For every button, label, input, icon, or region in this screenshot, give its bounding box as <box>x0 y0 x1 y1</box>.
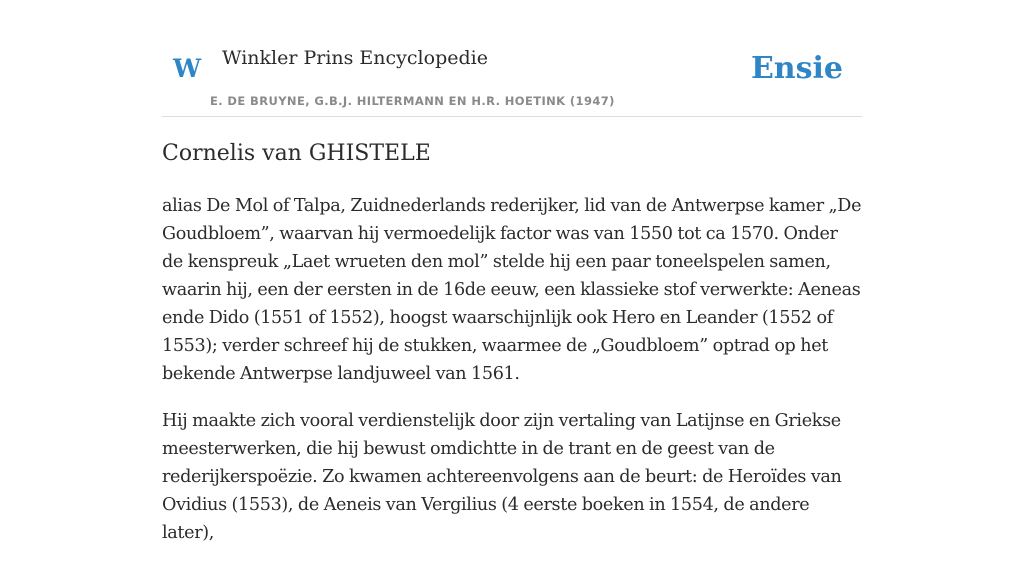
entry-paragraph: Hij maakte zich vooral verdienstelijk door zijn vertaling van Latijnse en Griekse meesterwerken, die hij bewust omdichtte in de trant en de geest van de rederijkerspoëzie. Zo kwamen achtereenvolgens aan de beurt: de Heroïdes van Ovidius (1553), de Aeneis van Vergilius (4 eerste boeken in 1554, de andere later), <box>162 411 842 543</box>
entry-paragraph: alias De Mol of Talpa, Zuidnederlands rederijker, lid van de Antwerpse kamer „De Goudbloem”, waarvan hij vermoedelijk factor was van 1550 tot ca 1570. Onder de kenspreuk „Laet wrueten den mol” stelde hij een paar toneelspelen samen, waarin hij, een der eersten in de 16de eeuw, een klassieke stof verwerkte: Aeneas ende Dido (1551 of 1552), hoogst waarschijnlijk ook Hero en Leander (1552 of 1553); verder schreef hij de stukken, waarmee de „Goudbloem” optrad op het bekende Antwerpse landjuweel van 1561. <box>162 196 862 384</box>
page <box>162 0 862 543</box>
entry-body <box>162 192 862 566</box>
entry-title: Cornelis van GHISTELE <box>162 141 431 166</box>
source-title[interactable]: Winkler Prins Encyclopedie <box>222 47 488 69</box>
source-authors: E. DE BRUYNE, G.B.J. HILTERMANN EN H.R. HOETINK (1947) <box>210 94 615 108</box>
header <box>162 0 862 117</box>
ensie-logo-link[interactable]: Ensie <box>750 51 843 86</box>
source-logo-icon[interactable]: W <box>173 54 202 83</box>
